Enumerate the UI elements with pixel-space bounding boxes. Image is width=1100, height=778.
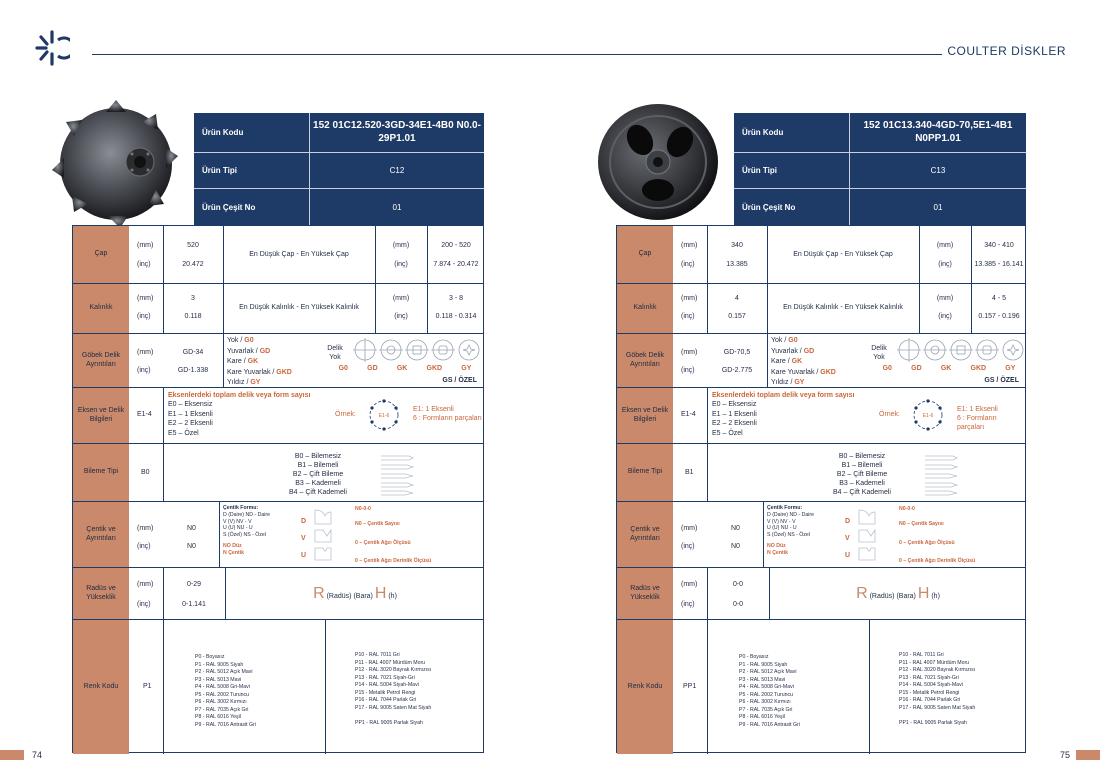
product-code: 152 01C13.340-4GD-70,5E1-4B1 N0PP1.01 <box>849 113 1026 152</box>
cap-range-in: 7.874 - 20.472 <box>433 261 479 268</box>
label-kalinlik: Kalınlık <box>73 284 129 333</box>
label-gobek: Göbek Delik Ayrıntıları <box>617 334 673 387</box>
cap-mm: 520 <box>187 242 199 249</box>
page-tab-left <box>0 750 24 760</box>
product-code-label: Ürün Kodu <box>202 128 244 137</box>
row-bileme: Bileme Tipi B1 B0 – Bilemesiz B1 – Bilemeli B2 – Çift Bileme B3 – Kademeli B4 – Çift Kademeli <box>617 444 1025 502</box>
row-centik: Çentik ve Ayrıntıları (mm) (inç) N0 N0 Çentik Formu: D (Daire) ND - Daire V (V) NV - V U (U) NU - U S (Özel) NS - Özel NO Düz N Çentik D V U N0-0-0 N0 – Çentik Sayısı 0 – Çentik Ağzı Ölçüsü 0 – Çentik Ağzı Derinlik Ölçüsü <box>73 502 483 568</box>
ornek-diagram <box>367 398 401 437</box>
bileme-diagrams <box>923 452 959 501</box>
gs-ozel: GS / ÖZEL <box>442 377 477 384</box>
row-radius: Radüs ve Yükseklik (mm) (inç) 0-0 0-0 R (Radüs) (Bara) H (h) <box>617 568 1025 620</box>
row-eksen: Eksen ve Delik Bilgileri E1-4 Eksenlerdeki toplam delik veya form sayısı E0 – Eksensiz E1 – 1 Eksenli E2 – 2 Eksenli E5 – Özel Örnek: E1-6 E1: 1 Eksenli 6 : Formların parçaları <box>617 388 1025 444</box>
product-image <box>44 92 184 232</box>
label-gobek: Göbek Delik Ayrıntıları <box>73 334 129 387</box>
cap-range-mm: 200 - 520 <box>441 242 471 249</box>
label-kalinlik: Kalınlık <box>617 284 673 333</box>
product-code-label: Ürün Kodu <box>742 128 784 137</box>
product-variant: 01 <box>849 189 1026 225</box>
bileme-diagrams <box>379 452 415 501</box>
spec-table <box>72 225 484 753</box>
row-renk: Renk Kodu P1 P0 - Boyasız P1 - RAL 9005 Siyah P2 - RAL 5012 Açık Mavi P3 - RAL 5013 Mavi P4 - RAL 5008 Gri-Mavi P5 - RAL 2002 Turuncu P6 - RAL 3002 Kırmızı P7 - RAL 7035 Açık Gri P8 - RAL 6016 Yeşil P9 - RAL 7016 Antrasit Gri P10 - RAL 7011 Gri P11 - RAL 4007 Mürdüm Moru P12 - RAL 3020 Bayrak Kırmızısı P13 - RAL 7021 Siyah-Gri P14 - RAL 5004 Siyah-Mavi P15 - Metalik Petrol Rengi P16 - RAL 7044 Parlak Gri P17 - RAL 9005 Saten Mat Siyah PP1 - RAL 9005 Parlak Siyah <box>73 620 483 754</box>
renk-list-right: P10 - RAL 7011 Gri P11 - RAL 4007 Mürdüm Moru P12 - RAL 3020 Bayrak Kırmızısı P13 - RAL 7021 Siyah-Gri P14 - RAL 5004 Siyah-Mavi P15 - Metalik Petrol Rengi P16 - RAL 7044 Parlak Gri P17 - RAL 9005 Saten Mat Siyah PP1 - RAL 9005 Parlak Siyah <box>355 652 432 727</box>
centik-diagrams <box>857 508 877 569</box>
radius-formula: R (Radüs) (Bara) H (h) <box>313 585 397 602</box>
spec-table <box>616 225 1026 753</box>
cap-in: 20.472 <box>182 261 204 268</box>
gobek-types: Yok / G0 Yuvarlak / GD Kare / GK Kare Yuvarlak / GKD Yıldız / GY <box>227 337 292 386</box>
label-eksen: Eksen ve Delik Bilgileri <box>73 388 129 443</box>
product-header <box>194 113 484 225</box>
row-kalinlik: Kalınlık (mm) (inç) 4 0.157 En Düşük Kalınlık - En Yüksek Kalınlık (mm) (inç) 4 - 5 0.157 - 0.196 <box>617 284 1025 334</box>
product-type: C13 <box>849 153 1026 188</box>
gobek-types: Yok / G0 Yuvarlak / GD Kare / GK Kare Yuvarlak / GKD Yıldız / GY <box>771 337 836 386</box>
row-gobek: Göbek Delik Ayrıntıları (mm) (inç) GD-70,5 GD-2.775 Yok / G0 Yuvarlak / GD Kare / GK Kare Yuvarlak / GKD Yıldız / GY Delik Yok G0 GD GK GKD GY GS / ÖZEL <box>617 334 1025 388</box>
label-bileme: Bileme Tipi <box>73 444 129 501</box>
label-centik: Çentik ve Ayrıntıları <box>73 502 129 567</box>
row-bileme: Bileme Tipi B0 B0 – Bilemesiz B1 – Bilemeli B2 – Çift Bileme B3 – Kademeli B4 – Çift Kademeli <box>73 444 483 502</box>
product-image <box>590 96 720 226</box>
row-eksen: Eksen ve Delik Bilgileri E1-4 Eksenlerdeki toplam delik veya form sayısı E0 – Eksensiz E1 – 1 Eksenli E2 – 2 Eksenli E5 – Özel Örnek: E1-6 E1: 1 Eksenli 6 : Formların parçaları <box>73 388 483 444</box>
row-cap: Çap (mm) (inç) 520 20.472 En Düşük Çap - En Yüksek Çap (mm) (inç) 200 - 520 7.874 - 20.472 <box>73 226 483 284</box>
label-eksen: Eksen ve Delik Bilgileri <box>617 388 673 443</box>
svg-text:E1-6: E1-6 <box>922 413 934 419</box>
renk-list-left: P0 - Boyasız P1 - RAL 9005 Siyah P2 - RAL 5012 Açık Mavi P3 - RAL 5013 Mavi P4 - RAL 5008 Gri-Mavi P5 - RAL 2002 Turuncu P6 - RAL 3002 Kırmızı P7 - RAL 7035 Açık Gri P8 - RAL 6016 Yeşil P9 - RAL 7016 Antrasit Gri <box>195 654 256 728</box>
right-sheet <box>550 0 1100 778</box>
renk-list-right: P10 - RAL 7011 Gri P11 - RAL 4007 Mürdüm Moru P12 - RAL 3020 Bayrak Kırmızısı P13 - RAL 7021 Siyah-Gri P14 - RAL 5004 Siyah-Mavi P15 - Metalik Petrol Rengi P16 - RAL 7044 Parlak Gri P17 - RAL 9005 Saten Mat Siyah PP1 - RAL 9005 Parlak Siyah <box>899 652 976 727</box>
centik-diagrams <box>313 508 333 569</box>
label-cap: Çap <box>617 226 673 283</box>
page-number-right: 75 <box>1059 750 1070 760</box>
ornek-diagram <box>911 398 945 437</box>
row-radius: Radüs ve Yükseklik (mm) (inç) 0-29 0-1.141 R (Radüs) (Bara) H (h) <box>73 568 483 620</box>
page-tab-right <box>1076 750 1100 760</box>
label-radius: Radüs ve Yükseklik <box>617 568 673 619</box>
svg-text:E1-6: E1-6 <box>378 413 390 419</box>
row-gobek: Göbek Delik Ayrıntıları (mm) (inç) GD-34 GD-1.338 Yok / G0 Yuvarlak / GD Kare / GK Kare Yuvarlak / GKD Yıldız / GY Delik Yok G0 GD GK GKD GY GS / ÖZEL <box>73 334 483 388</box>
label-radius: Radüs ve Yükseklik <box>73 568 129 619</box>
gobek-diagrams <box>897 338 1025 367</box>
label-cap: Çap <box>73 226 129 283</box>
row-cap: Çap (mm) (inç) 340 13.385 En Düşük Çap - En Yüksek Çap (mm) (inç) 340 - 410 13.385 - 16.141 <box>617 226 1025 284</box>
product-variant-label: Ürün Çeşit No <box>742 202 796 212</box>
product-variant: 01 <box>309 189 484 225</box>
product-type-label: Ürün Tipi <box>202 166 237 175</box>
page-number-left: 74 <box>32 750 43 760</box>
product-code: 152 01C12.520-3GD-34E1-4B0 N0.0-29P1.01 <box>309 113 484 152</box>
label-bileme: Bileme Tipi <box>617 444 673 501</box>
gobek-codes: G0 GD GK GKD GY <box>338 365 472 372</box>
row-kalinlik: Kalınlık (mm) (inç) 3 0.118 En Düşük Kalınlık - En Yüksek Kalınlık (mm) (inç) 3 - 8 0.118 - 0.314 <box>73 284 483 334</box>
radius-formula: R (Radüs) (Bara) H (h) <box>856 585 940 602</box>
renk-list-left: P0 - Boyasız P1 - RAL 9005 Siyah P2 - RAL 5012 Açık Mavi P3 - RAL 5013 Mavi P4 - RAL 5008 Gri-Mavi P5 - RAL 2002 Turuncu P6 - RAL 3002 Kırmızı P7 - RAL 7035 Açık Gri P8 - RAL 6016 Yeşil P9 - RAL 7016 Antrasit Gri <box>739 654 800 728</box>
row-centik: Çentik ve Ayrıntıları (mm) (inç) N0 N0 Çentik Formu: D (Daire) ND - Daire V (V) NV - V U (U) NU - U S (Özel) NS - Özel NO Düz N Çentik D V U N0-0-0 N0 – Çentik Sayısı 0 – Çentik Ağzı Ölçüsü 0 – Çentik Ağzı Derinlik Ölçüsü <box>617 502 1025 568</box>
row-renk: Renk Kodu PP1 P0 - Boyasız P1 - RAL 9005 Siyah P2 - RAL 5012 Açık Mavi P3 - RAL 5013 Mavi P4 - RAL 5008 Gri-Mavi P5 - RAL 2002 Turuncu P6 - RAL 3002 Kırmızı P7 - RAL 7035 Açık Gri P8 - RAL 6016 Yeşil P9 - RAL 7016 Antrasit Gri P10 - RAL 7011 Gri P11 - RAL 4007 Mürdüm Moru P12 - RAL 3020 Bayrak Kırmızısı P13 - RAL 7021 Siyah-Gri P14 - RAL 5004 Siyah-Mavi P15 - Metalik Petrol Rengi P16 - RAL 7044 Parlak Gri P17 - RAL 9005 Saten Mat Siyah PP1 - RAL 9005 Parlak Siyah <box>617 620 1025 754</box>
product-header <box>734 113 1026 225</box>
product-type-label: Ürün Tipi <box>742 166 777 175</box>
product-variant-label: Ürün Çeşit No <box>202 202 256 212</box>
label-renk: Renk Kodu <box>617 620 673 754</box>
product-type: C12 <box>309 153 484 188</box>
label-renk: Renk Kodu <box>73 620 129 754</box>
delik-yok: Delik Yok <box>871 345 887 362</box>
gobek-codes: G0 GD GK GKD GY <box>882 365 1016 372</box>
delik-yok: Delik Yok <box>327 345 343 362</box>
gs-ozel: GS / ÖZEL <box>984 377 1019 384</box>
section-title: COULTER DİSKLER <box>947 44 1066 58</box>
label-centik: Çentik ve Ayrıntıları <box>617 502 673 567</box>
gobek-diagrams <box>353 338 481 367</box>
